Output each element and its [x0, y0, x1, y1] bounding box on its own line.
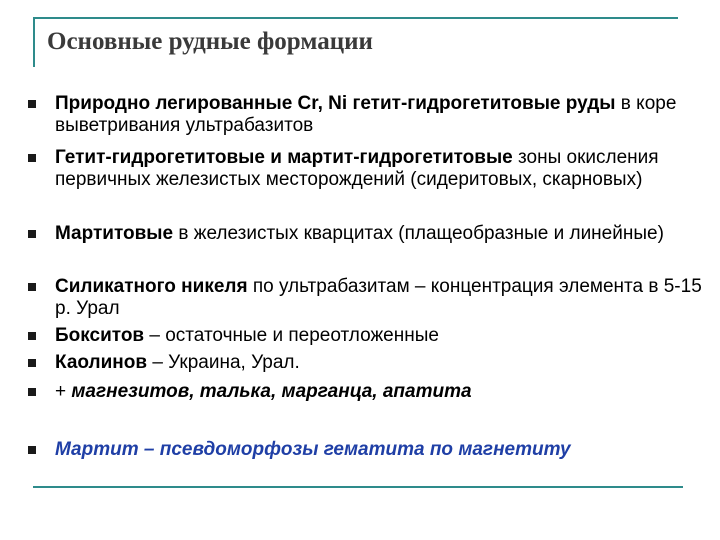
- bullet-marker: [28, 332, 36, 340]
- list-item: [55, 352, 705, 374]
- item-bold-text: Природно легированные Cr, Ni гетит-гидрогетитовые руды: [55, 93, 616, 114]
- bullet-marker: [28, 154, 36, 162]
- bullet-marker: [28, 388, 36, 396]
- item-bold-text: Каолинов: [55, 352, 148, 373]
- item-text: в коре выветривания ультрабазитов: [55, 93, 677, 136]
- item-bold-text: Бокситов: [55, 325, 145, 346]
- bullet-marker: [28, 100, 36, 108]
- item-bold-text: Гетит-гидрогетитовые и мартит-гидрогетитовые: [55, 147, 513, 168]
- list-item: [55, 381, 705, 403]
- item-text: – Украина, Урал.: [147, 352, 300, 373]
- item-bold-text: Мартитовые: [55, 223, 174, 244]
- item-text: в железистых кварцитах (плащеобразные и линейные): [173, 223, 664, 244]
- item-bold-text: Силикатного никеля: [55, 276, 248, 297]
- list-item: [55, 276, 705, 320]
- item-bold-italic-text: магнезитов, талька, марганца, апатита: [71, 381, 472, 402]
- slide-title: Основные рудные формации: [47, 28, 373, 55]
- bullet-marker: [28, 230, 36, 238]
- bullet-marker: [28, 283, 36, 291]
- bullet-marker: [28, 446, 36, 454]
- item-text: зоны окисления первичных железистых месторождений (сидеритовых, скарновых): [55, 147, 659, 190]
- list-item: [55, 325, 705, 347]
- bottom-rule-line: [33, 486, 683, 488]
- list-item: [55, 439, 615, 461]
- item-plain-text: +: [55, 381, 72, 402]
- list-item: [55, 147, 705, 191]
- list-item: [55, 93, 705, 137]
- bullet-marker: [28, 359, 36, 367]
- item-text: – остаточные и переотложенные: [144, 325, 439, 346]
- item-text: по ультрабазитам – концентрация элемента в 5-15 р. Урал: [55, 276, 702, 319]
- item-highlight-text: Мартит – псевдоморфозы гематита по магнетиту: [55, 439, 571, 460]
- list-item: [55, 223, 705, 245]
